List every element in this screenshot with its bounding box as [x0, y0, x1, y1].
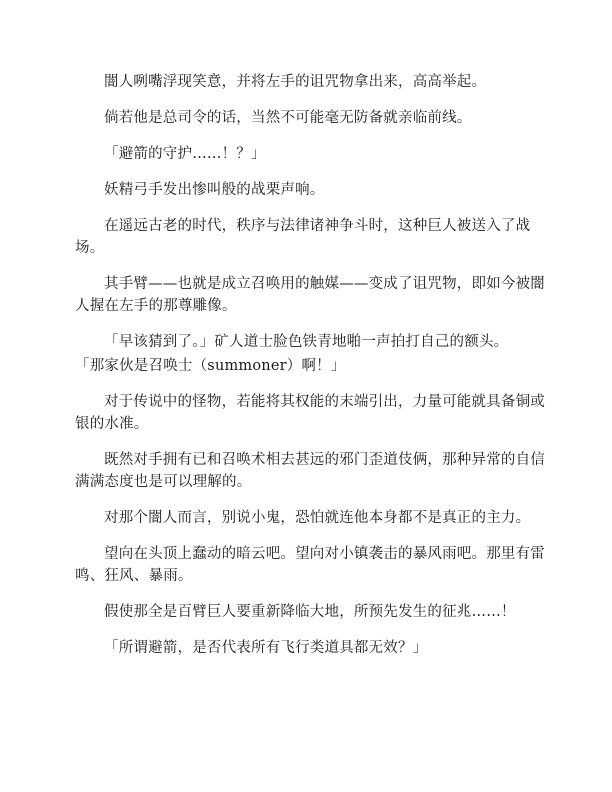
body-text: [75, 71, 545, 673]
paragraph: 既然对手拥有已和召唤术相去甚远的邪门歪道伎俩，那种异常的自信满满态度也是可以理解的。: [75, 452, 545, 490]
paragraph: 对于传说中的怪物，若能将其权能的末端引出，力量可能就具备铜或银的水准。: [75, 394, 545, 432]
paragraph: 对那个闇人而言，别说小鬼，恐怕就连他本身都不是真正的主力。: [104, 510, 531, 526]
paragraph: 假使那全是百臂巨人要重新降临大地，所预先发生的征兆……！: [104, 604, 516, 620]
paragraph: 望向在头顶上蠢动的暗云吧。望向对小镇袭击的暴风雨吧。那里有雷鸣、狂风、暴雨。: [75, 546, 545, 584]
paragraph: 「避箭的守护……！？」: [104, 146, 266, 162]
paragraph: 闇人咧嘴浮现笑意，并将左手的诅咒物拿出来，高高举起。: [104, 74, 487, 90]
paragraph: 「早该猜到了。」矿人道士脸色铁青地啪一声拍打自己的额头。: [104, 334, 509, 350]
paragraph: 在遥远古老的时代，秩序与法律诸神争斗时，这种巨人被送入了战场。: [75, 218, 531, 256]
paragraph: 妖精弓手发出惨叫般的战栗声响。: [104, 182, 325, 198]
paragraph: 「所谓避箭，是否代表所有飞行类道具都无效？」: [104, 640, 428, 656]
paragraph: 倘若他是总司令的话，当然不可能毫无防备就亲临前线。: [104, 110, 472, 126]
paragraph: 「那家伙是召唤士（summoner）啊！」: [75, 358, 346, 374]
paragraph: 其手臂——也就是成立召唤用的触媒——变成了诅咒物，即如今被闇人握在左手的那尊雕像。: [75, 276, 545, 314]
